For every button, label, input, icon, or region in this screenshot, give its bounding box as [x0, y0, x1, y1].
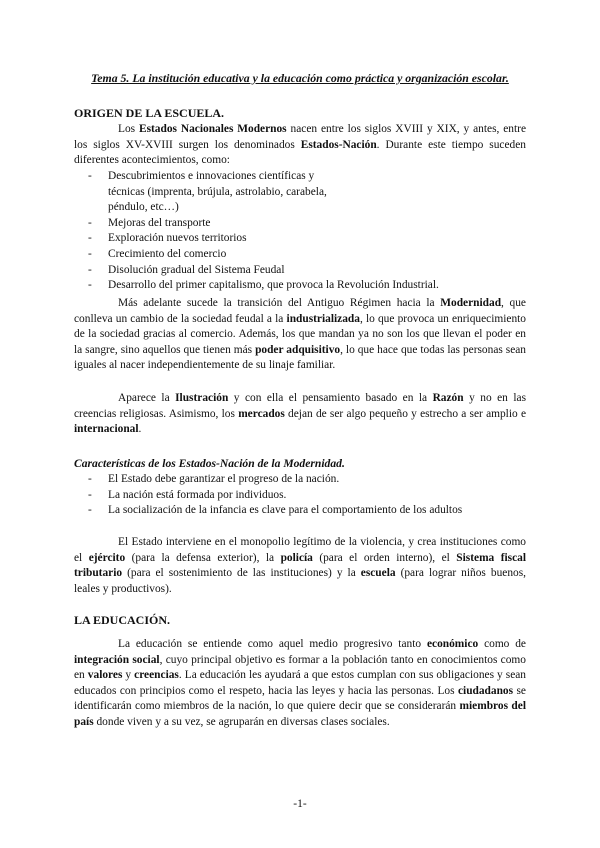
heading-origen-escuela: ORIGEN DE LA ESCUELA.	[74, 106, 225, 120]
paragraph-ilustracion: Aparece la Ilustración y con ella el pensamiento basado en la Razón y no en las creencias religiosas. Asimismo, los mercados dejan de ser algo pequeño y estrecho a ser amplio e internacional.	[74, 392, 527, 436]
list-item: - La nación está formada por individuos.	[74, 488, 526, 504]
document-title: Tema 5. La institución educativa y la educación como práctica y organización escolar.	[91, 71, 509, 85]
list-item: - La socialización de la infancia es clave para el comportamiento de los adultos	[74, 503, 526, 519]
paragraph-educacion: La educación se entiende como aquel medio progresivo tanto económico como de integración social, cuyo principal objetivo es formar a la población tanto en conocimientos como en valores y creencias. La educación les ayudará a que estos cumplan con sus obligaciones y sean educados con principios como el respeto, hacia las leyes y hacia las personas. Los ciudadanos se identificarán como miembros de la nación, lo que quiere decir que se considerarán miembros del país donde viven y a su vez, se agruparán en diversas clases sociales.	[74, 638, 527, 728]
list-item: - Desarrollo del primer capitalismo, que provoca la Revolución Industrial.	[74, 278, 526, 294]
heading-caracteristicas: Características de los Estados-Nación de la Modernidad.	[74, 457, 345, 470]
list-acontecimientos	[74, 169, 526, 294]
list-item: - Descubrimientos e innovaciones científicas y técnicas (imprenta, brújula, astrolabio, carabela, péndulo, etc…)	[74, 169, 526, 216]
list-item: - Crecimiento del comercio	[74, 247, 526, 263]
heading-la-educacion: LA EDUCACIÓN.	[74, 613, 171, 627]
paragraph-modernidad: Más adelante sucede la transición del Antiguo Régimen hacia la Modernidad, que conlleva un cambio de la sociedad feudal a la industrializada, lo que provoca un enriquecimiento de la sociedad gracias al comercio. Además, los que mandan ya no son los que llevan el poder en la sangre, sino aquellos que tienen más poder adquisitivo, lo que hace que todas las personas sean iguales al nacer independientemente de su linaje familiar.	[74, 297, 527, 372]
paragraph-estado-interviene: El Estado interviene en el monopolio legítimo de la violencia, y crea instituciones como el ejército (para la defensa exterior), la policía (para el orden interno), el Sistema fiscal tributario (para el sostenimiento de las instituciones) y la escuela (para lograr niños buenos, leales y productivos).	[74, 536, 527, 595]
list-item: - El Estado debe garantizar el progreso de la nación.	[74, 472, 526, 488]
list-caracteristicas	[74, 472, 526, 519]
list-item: - Mejoras del transporte	[74, 216, 526, 232]
page-number: -1-	[293, 798, 307, 810]
list-item: - Exploración nuevos territorios	[74, 231, 526, 247]
paragraph-estados-nacionales: Los Estados Nacionales Modernos nacen entre los siglos XVIII y XIX, y antes, entre los siglos XV-XVIII surgen los denominados Estados-Nación. Durante este tiempo suceden diferentes acontecimientos, como:	[74, 123, 527, 167]
list-item: - Disolución gradual del Sistema Feudal	[74, 263, 526, 279]
